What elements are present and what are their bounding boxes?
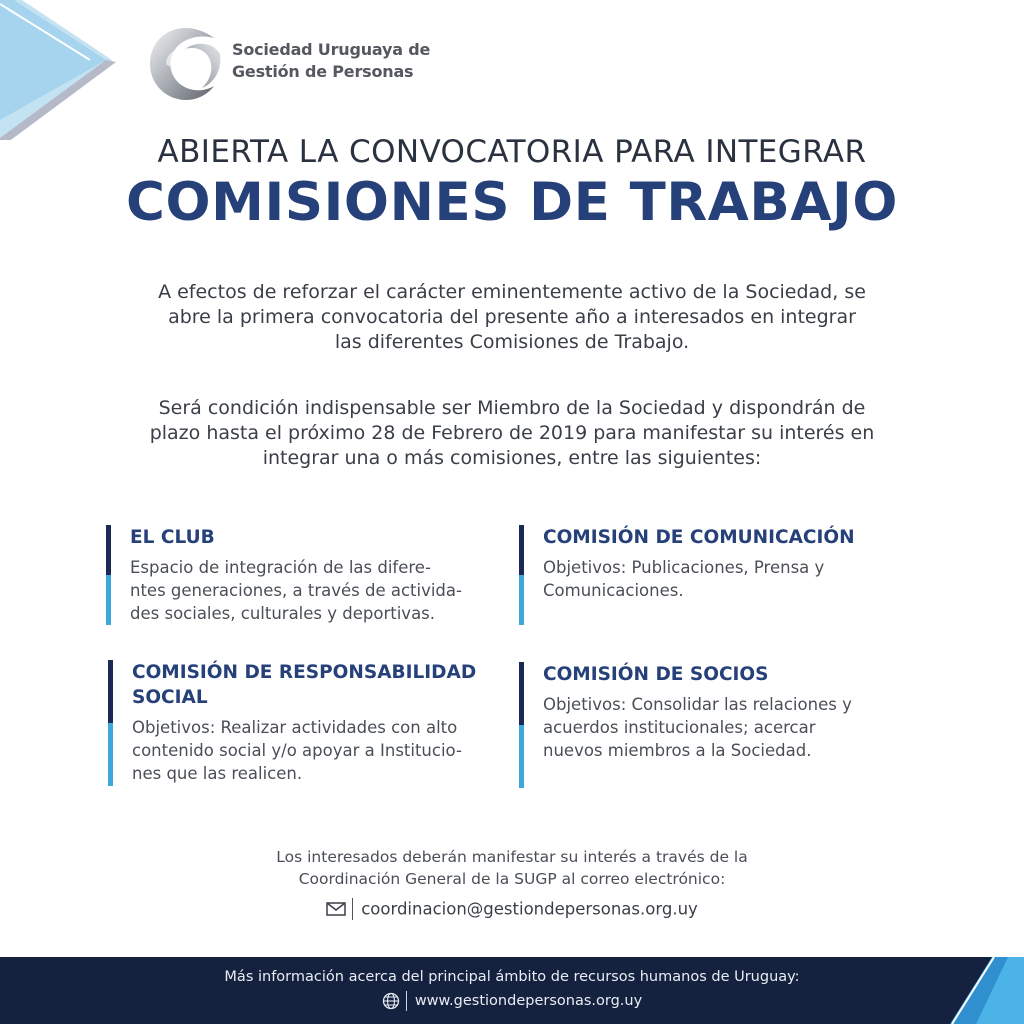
commission-title [132, 660, 476, 710]
commission-text-line: contenido social y/o apoyar a Institucio- [132, 741, 462, 760]
commission-text-line: Comunicaciones. [543, 581, 684, 600]
email-separator [352, 898, 353, 920]
commission-description [130, 556, 462, 625]
commission-description [543, 556, 824, 602]
condition-line: Será condición indispensable ser Miembro de la Sociedad y dispondrán de [158, 397, 866, 419]
intro-line: abre la primera convocatoria del presente año a interesados en integrar [168, 306, 856, 328]
commission-title [543, 525, 855, 550]
intro-line: las diferentes Comisiones de Trabajo. [334, 331, 690, 353]
globe-icon [382, 992, 400, 1010]
card-accent-bar [106, 525, 111, 625]
condition-line: plazo hasta el próximo 28 de Febrero de 2019 para manifestar su interés en [149, 422, 875, 444]
commission-description [132, 716, 462, 785]
contact-email-row [0, 898, 1024, 920]
intro-line: A efectos de reforzar el carácter eminentemente activo de la Sociedad, se [158, 281, 866, 303]
commission-text-line: acuerdos institucionales; acercar [543, 718, 816, 737]
corner-decoration [0, 0, 130, 140]
commission-title-line: COMISIÓN DE SOCIOS [543, 664, 769, 685]
brand-logo [146, 24, 436, 104]
contact-note [0, 846, 1024, 890]
contact-note-line: Los interesados deberán manifestar su interés a través de la [276, 848, 748, 866]
commission-text-line: nes que las realicen. [132, 764, 303, 783]
commission-title-line: EL CLUB [130, 527, 215, 548]
commission-description [543, 693, 852, 762]
card-accent-bar [108, 660, 113, 786]
headline-subtitle: ABIERTA LA CONVOCATORIA PARA INTEGRAR [157, 134, 867, 170]
commission-card-comunicacion [519, 525, 919, 625]
brand-name-line1: Sociedad Uruguaya de [232, 40, 431, 59]
commission-text-line: des sociales, culturales y deportivas. [130, 604, 436, 623]
condition-line: integrar una o más comisiones, entre las siguientes: [262, 447, 762, 469]
commission-card-socios [519, 662, 919, 788]
card-accent-bar [519, 662, 524, 788]
commission-text-line: Objetivos: Consolidar las relaciones y [543, 695, 852, 714]
commission-text-line: Objetivos: Publicaciones, Prensa y [543, 558, 825, 577]
website-separator [406, 991, 407, 1011]
footer-website-link[interactable]: www.gestiondepersonas.org.uy [414, 993, 643, 1009]
contact-email-link[interactable]: coordinacion@gestiondepersonas.org.uy [361, 899, 698, 919]
commission-text-line: nuevos miembros a la Sociedad. [543, 741, 812, 760]
headline-title: COMISIONES DE TRABAJO [126, 172, 898, 233]
footer-website-row [0, 991, 1024, 1011]
commission-card-el-club [106, 525, 506, 625]
intro-paragraph [0, 280, 1024, 355]
commission-card-responsabilidad-social [108, 660, 508, 786]
commission-title [543, 662, 768, 687]
footer-bar [0, 957, 1024, 1024]
condition-paragraph [0, 396, 1024, 471]
commission-title-line: COMISIÓN DE RESPONSABILIDAD [132, 662, 477, 683]
commission-title-line: COMISIÓN DE COMUNICACIÓN [543, 527, 855, 548]
commission-text-line: Objetivos: Realizar actividades con alto [132, 718, 458, 737]
commission-text-line: Espacio de integración de las difere- [130, 558, 431, 577]
commission-title [130, 525, 215, 550]
commission-text-line: ntes generaciones, a través de activida- [130, 581, 462, 600]
envelope-icon [326, 902, 346, 916]
footer-info-text: Más información acerca del principal ámbito de recursos humanos de Uruguay: [224, 969, 800, 985]
contact-note-line: Coordinación General de la SUGP al correo electrónico: [298, 870, 726, 888]
card-accent-bar [519, 525, 524, 625]
sugp-swirl-logo-icon [146, 24, 226, 104]
brand-name-line2: Gestión de Personas [232, 62, 414, 81]
commission-title-line: SOCIAL [132, 687, 208, 708]
